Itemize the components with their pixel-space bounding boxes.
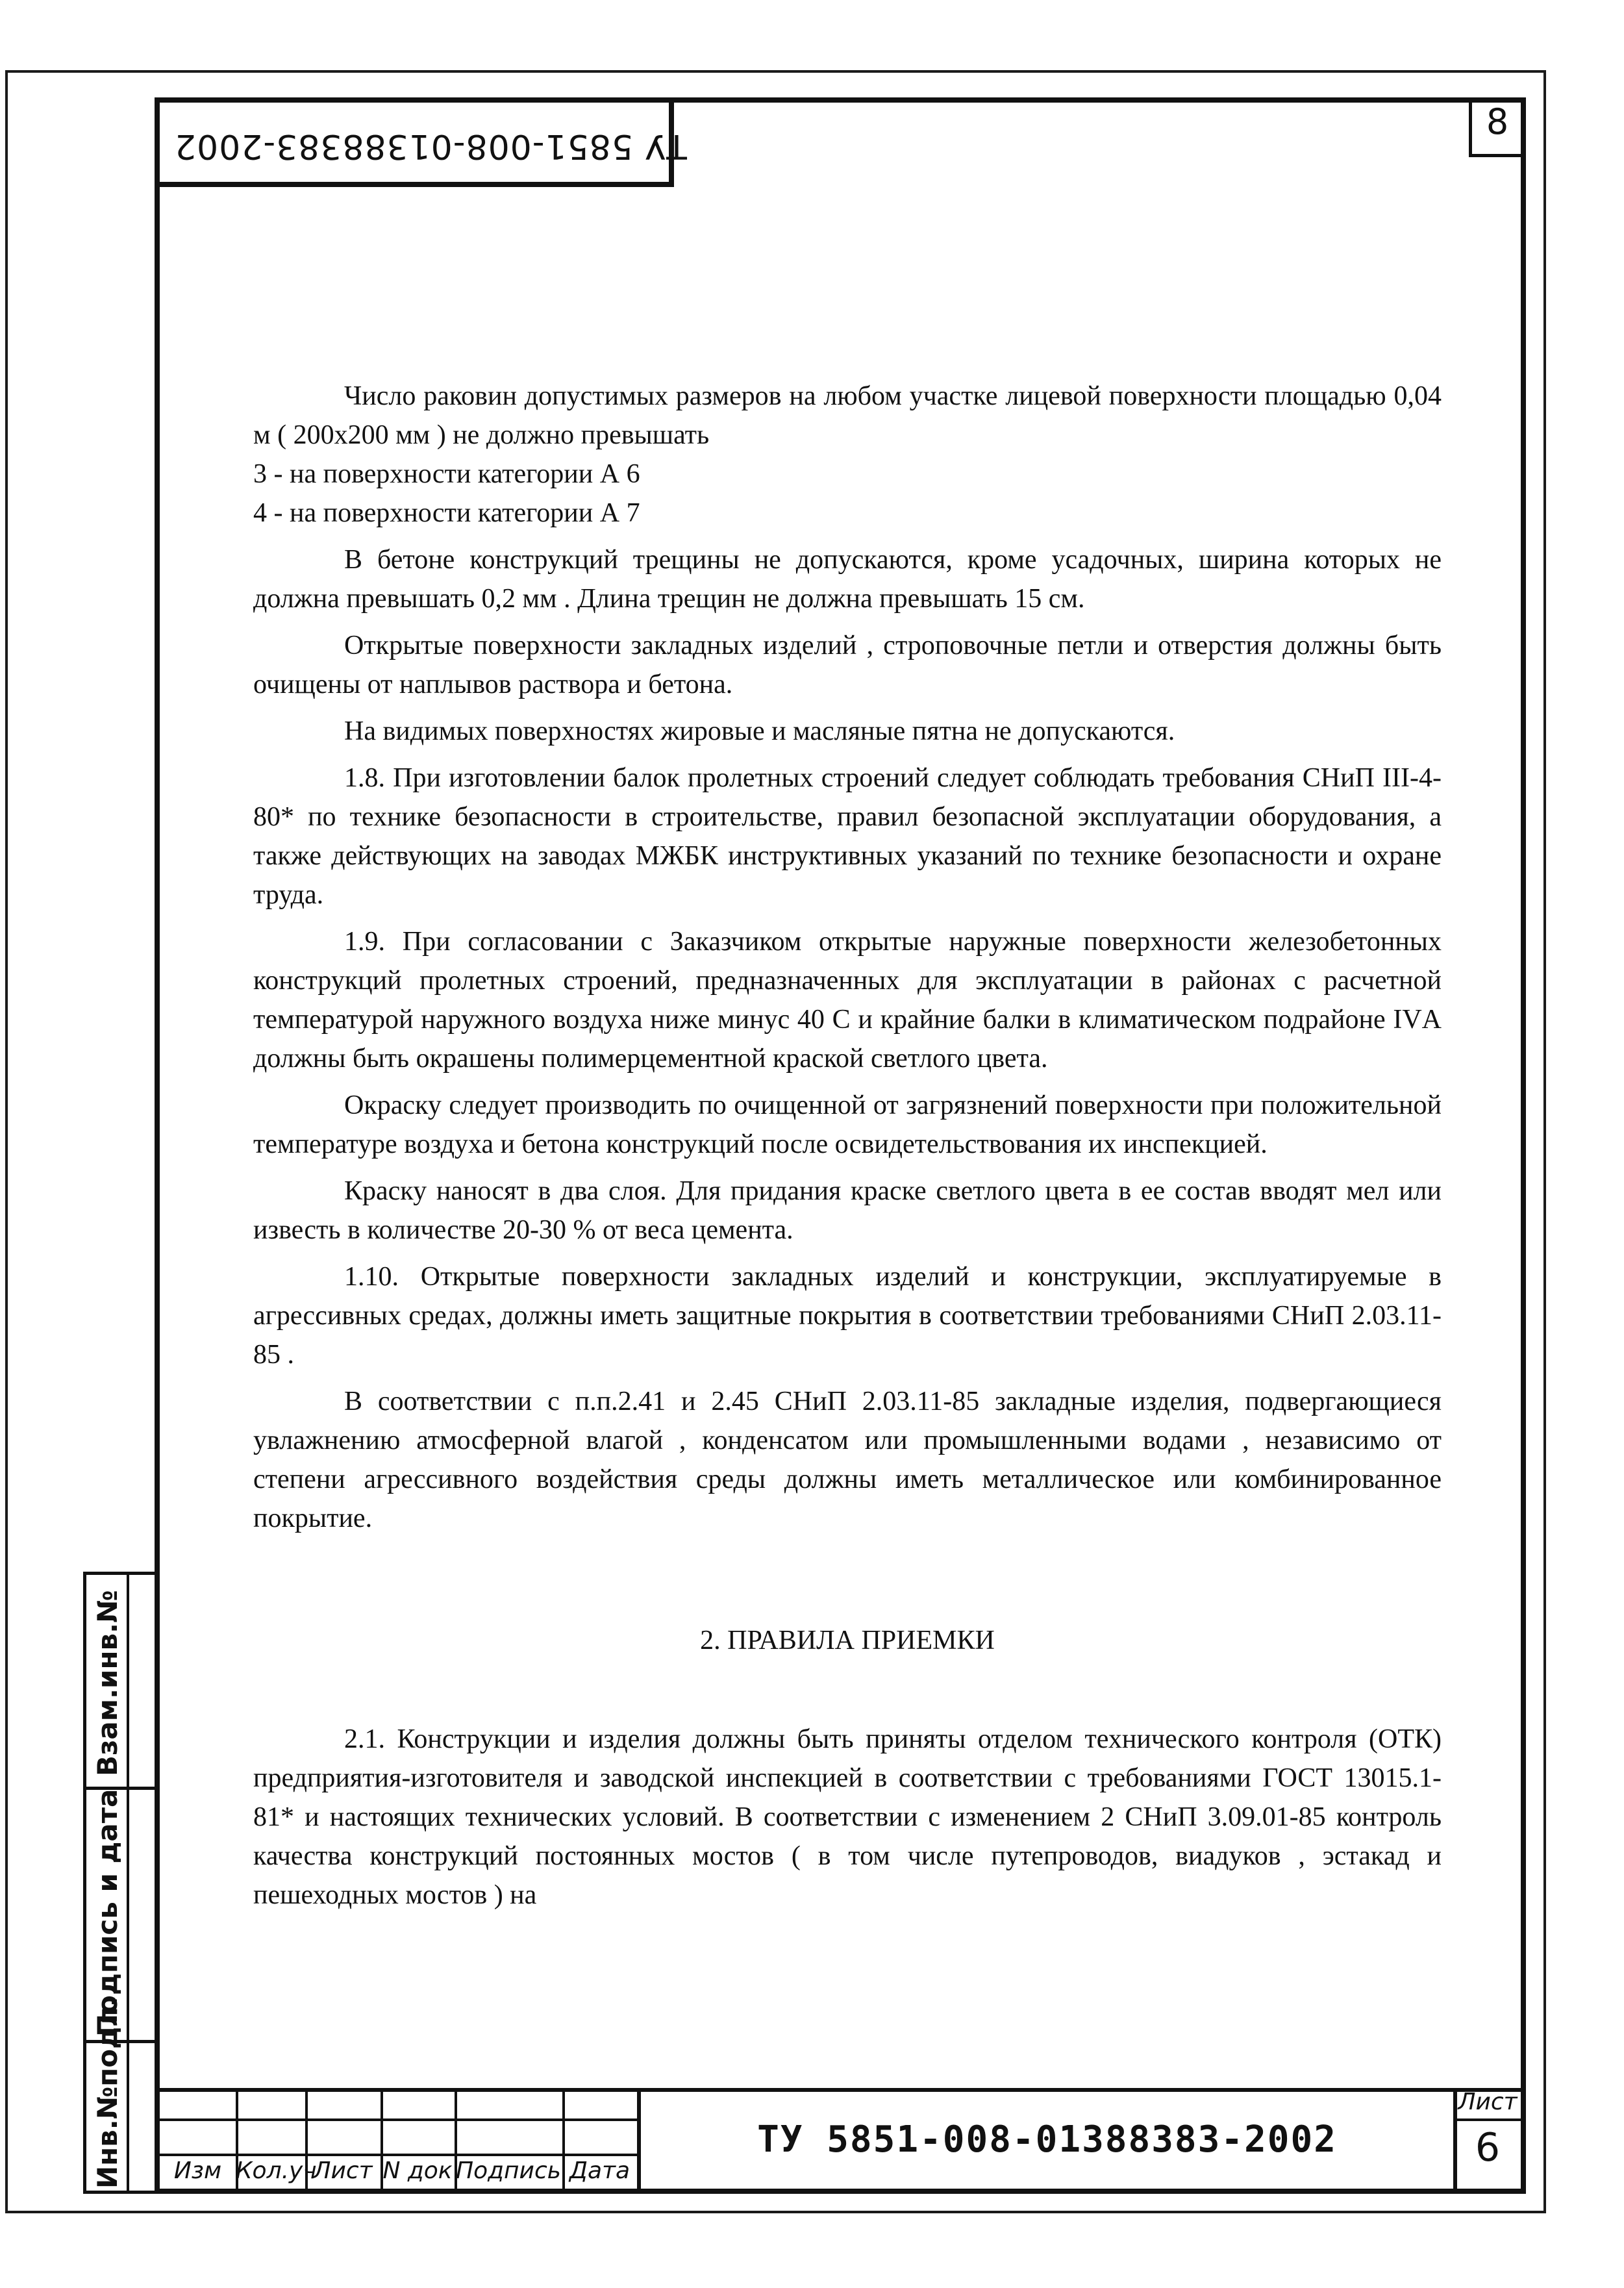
title-block-row-line	[160, 2118, 637, 2121]
list-item: 3 - на поверхности категории А 6	[253, 459, 640, 489]
sheet-label: Лист	[1458, 2089, 1518, 2115]
document-body	[253, 377, 1442, 1922]
column-label-sheet: Лист	[313, 2157, 373, 2184]
column-label-count: Кол.уч	[236, 2157, 317, 2184]
paragraph: Окраску следует производить по очищенной от загрязнений поверхности при положительной температуре воздуха и бетона конструкций после освидетельствования их инспекцией.	[253, 1090, 1442, 1159]
stamp-cell-replacement	[86, 1575, 156, 1787]
stamp-label-inventory: Инв.№подл.	[92, 1996, 123, 2189]
paragraph: Краску наносят в два слоя. Для придания краске светлого цвета в ее состав вводят мел или известь в количестве 20-30 % от веса цемента.	[253, 1176, 1442, 1245]
paragraph: Число раковин допустимых размеров на любом участке лицевой поверхности площадью 0,04 м ( 200х200 мм ) не должно превышать	[253, 381, 1442, 450]
column-label-change: Изм	[173, 2157, 222, 2184]
paragraph: Открытые поверхности закладных изделий , строповочные петли и отверстия должны быть очищены от наплывов раствора и бетона.	[253, 631, 1442, 699]
stamp-cell-inventory	[86, 1996, 156, 2191]
stamp-label-replacement: Взам.инв.№	[92, 1590, 123, 1776]
title-block-top-line	[160, 2088, 1521, 2092]
sheet-number: 6	[1475, 2125, 1501, 2170]
paragraph: 2.1. Конструкции и изделия должны быть приняты отделом технического контроля (ОТК) предприятия-изготовителя и заводской инспекцией в соответствии с требованиями ГОСТ 13015.1-81* и настоящих технических условий. В соответствии с изменением 2 СНиП 3.09.01-85 контроль качества конструкций постоянных мостов ( в том числе путепроводов, виадуков , эстакад и пешеходных мостов ) на	[253, 1724, 1442, 1910]
left-stamp	[83, 1572, 160, 2194]
paragraph: 1.9. При согласовании с Заказчиком открытые наружные поверхности железобетонных конструкций пролетных строений, предназначенных для эксплуатации в районах с расчетной температурой наружного воздуха ниже минус 40 С и крайние балки в климатическом подрайоне IVА должны быть окрашены полимерцементной краской светлого цвета.	[253, 927, 1442, 1074]
section-title: 2. ПРАВИЛА ПРИЕМКИ	[700, 1626, 995, 1655]
list-item: 4 - на поверхности категории А 7	[253, 498, 640, 528]
top-page-number: 8	[1486, 101, 1509, 142]
stamp-label-signature: Подпись и дата	[92, 1789, 123, 2037]
paragraph: 1.8. При изготовлении балок пролетных строений следует соблюдать требования СНиП III-4-80* по технике безопасности в строительстве, правил безопасной эксплуатации оборудования, а также действующих на заводах МЖБК инструктивных указаний по технике безопасности и охране труда.	[253, 763, 1442, 910]
column-label-doc-number: N док	[382, 2157, 453, 2184]
sheet-column-row-line	[1453, 2118, 1521, 2121]
top-document-code: ТУ 5851-008-01388383-2002	[174, 127, 687, 166]
column-label-signature: Подпись	[456, 2157, 561, 2184]
paragraph: В бетоне конструкций трещины не допускаются, кроме усадочных, ширина которых не должна превышать 0,2 мм . Длина трещин не должна превышать 15 см.	[253, 545, 1442, 614]
paragraph: На видимых поверхностях жировые и масляные пятна не допускаются.	[344, 716, 1175, 746]
paragraph: В соответствии с п.п.2.41 и 2.45 СНиП 2.03.11-85 закладные изделия, подвергающиеся увлажнению атмосферной влагой , конденсатом или промышленными водами , независимо от степени агрессивного воздействия среды должны иметь металлическое или комбинированное покрытие.	[253, 1387, 1442, 1533]
column-label-date: Дата	[569, 2157, 631, 2184]
title-block-document-code: ТУ 5851-008-01388383-2002	[757, 2118, 1337, 2161]
paragraph: 1.10. Открытые поверхности закладных изделий и конструкции, эксплуатируемые в агрессивных средах, должны иметь защитные покрытия в соответствии требованиями СНиП 2.03.11-85 .	[253, 1262, 1442, 1370]
title-block-row-line	[160, 2154, 637, 2156]
